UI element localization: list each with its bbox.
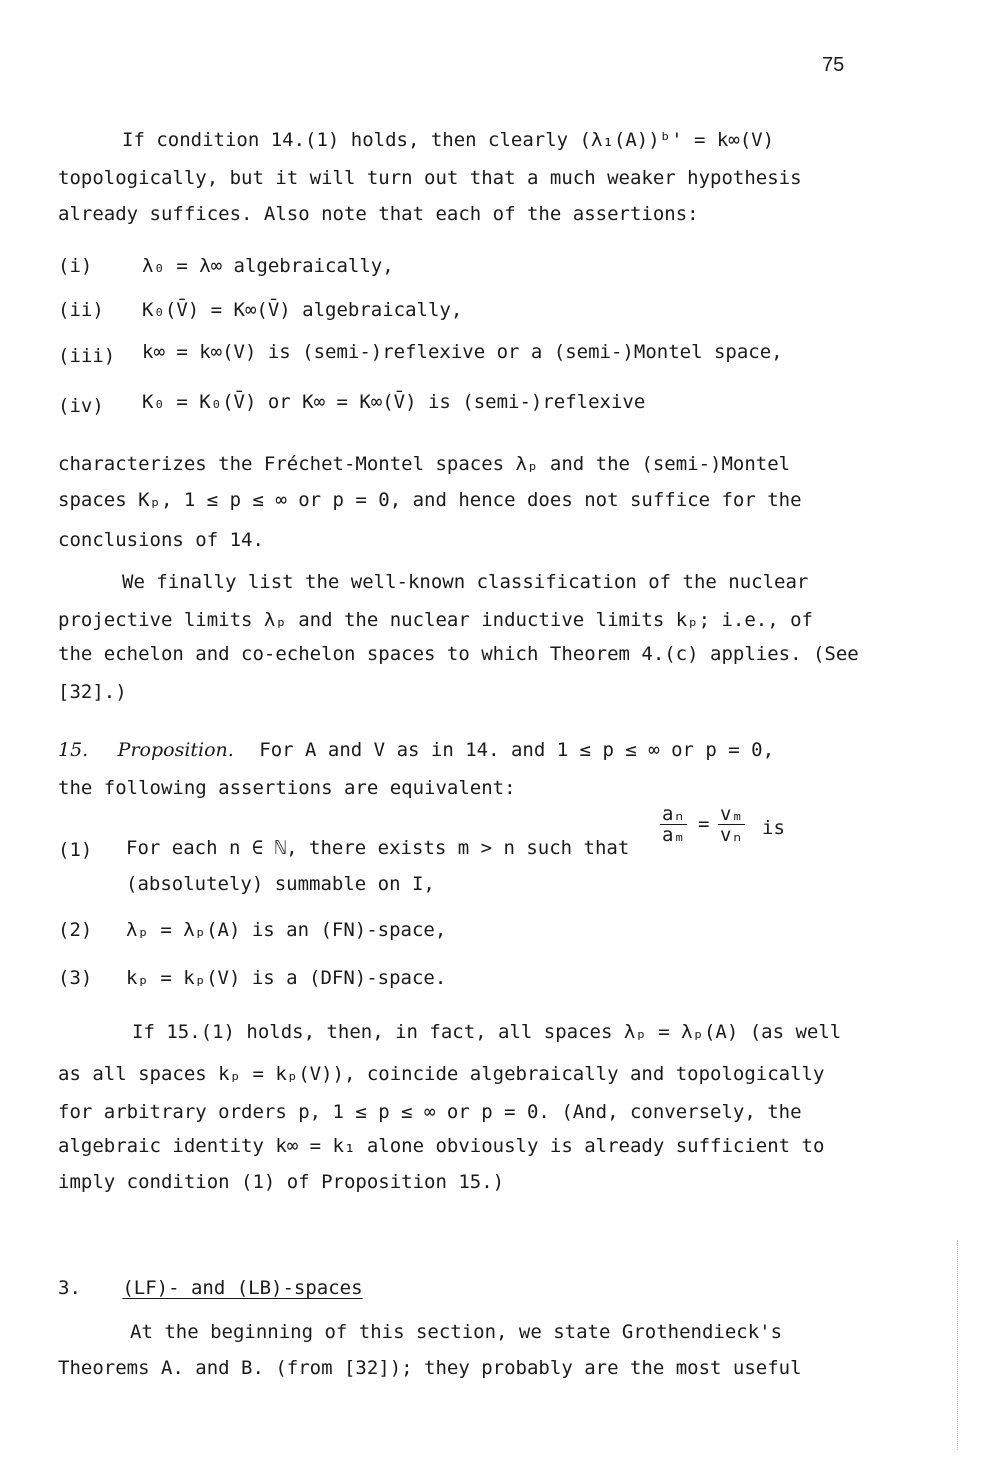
assertion-text: K₀(V̄) = K∞(V̄) algebraically, [142, 299, 463, 321]
para1-line1: If condition 14.(1) holds, then clearly (λ₁(A))ᵇ' = k∞(V) [122, 129, 775, 151]
condition-text-continued: (absolutely) summable on I, [126, 873, 435, 895]
para4-line3: for arbitrary orders p, 1 ≤ p ≤ ∞ or p = 0. (And, conversely, the [58, 1101, 802, 1123]
para5-line1: At the beginning of this section, we state Grothendieck's [130, 1321, 783, 1343]
assertion-text: K₀ = K₀(V̄) or K∞ = K∞(V̄) is (semi-)reflexive [142, 391, 646, 413]
page-number: 75 [822, 54, 845, 76]
assertion-label: (ii) [58, 299, 104, 321]
condition-tail: is [762, 817, 785, 839]
para5-line2: Theorems A. and B. (from [32]); they probably are the most useful [58, 1357, 802, 1379]
para2-line3: conclusions of 14. [58, 529, 264, 551]
fraction-equals: = [698, 813, 710, 835]
assertion-text: λ₀ = λ∞ algebraically, [142, 255, 394, 277]
condition-label: (2) [58, 919, 93, 941]
para2-line2: spaces Kₚ, 1 ≤ p ≤ ∞ or p = 0, and hence does not suffice for the [58, 489, 802, 511]
assertion-label: (iv) [58, 395, 104, 417]
para3-line4: [32].) [58, 681, 127, 703]
para1-line3: already suffices. Also note that each of the assertions: [58, 203, 699, 225]
proposition-statement: For A and V as in 14. and 1 ≤ p ≤ ∞ or p = 0, [259, 739, 775, 761]
condition-text: For each n ∈ ℕ, there exists m > n such that [126, 837, 630, 859]
proposition-title: Proposition. [117, 739, 234, 761]
para4-line2: as all spaces kₚ = kₚ(V)), coincide algebraically and topologically [58, 1063, 825, 1085]
section-number: 3. [58, 1277, 81, 1299]
para3-line2: projective limits λₚ and the nuclear inductive limits kₚ; i.e., of [58, 609, 813, 631]
para1-line2: topologically, but it will turn out that a much weaker hypothesis [58, 167, 802, 189]
fraction-numerator-v: vₘ [720, 803, 743, 825]
condition-text: λₚ = λₚ(A) is an (FN)-space, [126, 919, 447, 941]
proposition-heading [58, 738, 774, 762]
condition-label: (1) [58, 839, 93, 861]
assertion-label: (i) [58, 255, 93, 277]
para3-line1: We finally list the well-known classification of the nuclear [122, 571, 809, 593]
assertion-text: k∞ = k∞(V) is (semi-)reflexive or a (semi-)Montel space, [142, 341, 783, 363]
fraction-numerator-a: aₙ [662, 803, 685, 825]
fraction-denominator-v: vₙ [720, 824, 743, 846]
fraction-denominator-a: aₘ [662, 824, 685, 846]
para2-line1: characterizes the Fréchet-Montel spaces λₚ and the (semi-)Montel [58, 453, 791, 475]
section-title: (LF)- and (LB)-spaces [122, 1277, 363, 1299]
condition-label: (3) [58, 967, 93, 989]
para4-line4: algebraic identity k∞ = k₁ alone obviously is already sufficient to [58, 1135, 825, 1157]
para4-line1: If 15.(1) holds, then, in fact, all spaces λₚ = λₚ(A) (as well [132, 1021, 842, 1043]
section-heading [58, 1276, 363, 1300]
condition-text: kₚ = kₚ(V) is a (DFN)-space. [126, 967, 447, 989]
proposition-line2: the following assertions are equivalent: [58, 777, 516, 799]
para4-line5: imply condition (1) of Proposition 15.) [58, 1171, 505, 1193]
assertion-label: (iii) [58, 345, 116, 367]
scan-edge-divider [957, 1240, 959, 1450]
para3-line3: the echelon and co-echelon spaces to which Theorem 4.(c) applies. (See [58, 643, 859, 665]
proposition-number: 15. [58, 739, 89, 761]
